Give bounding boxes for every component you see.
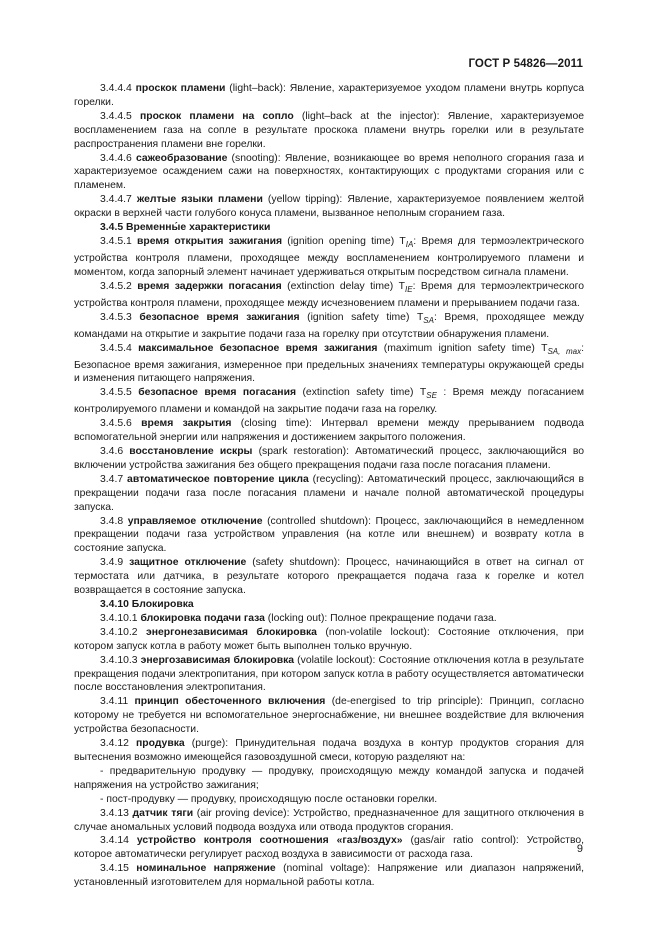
definition-text-continued: : Время для термоэлектрического устройства контроля пламени, проходящее между исчезновением пламени и прерыванием подачи газа. — [74, 280, 584, 309]
clause-number: 3.4.5.2 — [100, 280, 132, 292]
clause-number: 3.4.4.4 — [100, 83, 132, 94]
term: время задержки погасания — [137, 280, 282, 292]
term: безопасное время зажигания — [139, 311, 300, 323]
symbol-subscript: SE — [426, 391, 437, 401]
term: номинальное напряжение — [136, 863, 276, 875]
list-item — [74, 793, 584, 807]
definition-paragraph — [74, 445, 584, 473]
section-heading — [74, 598, 584, 612]
clause-number: 3.4.12 — [100, 738, 129, 750]
term: восстановление искры — [129, 446, 253, 458]
definition-text: (spark restoration): Автоматический процесс, заключающийся во включении устройства зажигания без общего прекращения подачи газа после погасания пламени. — [74, 446, 585, 471]
definition-text: (locking out): Полное прекращение подачи газа. — [264, 612, 497, 624]
clause-number: 3.4.4.5 — [100, 110, 132, 122]
term: управляемое отключение — [127, 515, 263, 527]
definition-paragraph — [74, 737, 584, 765]
definition-text-continued: : Безопасное время зажигания, измеренное при предельных значениях температуры окружающей среды и изменения питающего напряжения. — [74, 342, 584, 385]
definition-text-continued: : Время для термоэлектрического устройства контроля пламени, проходящее между воспламенением контролируемого пламени и моментом, когда запорный элемент начинает удерживаться открытым посредством сигнала пламени. — [74, 235, 585, 278]
clause-number: 3.4.10.3 — [100, 654, 138, 666]
definition-paragraph — [74, 612, 584, 626]
definition-text: (ignition safety time) T — [299, 311, 424, 323]
definition-text: (gas/air ratio control): Устройство, которое автоматически регулирует расход воздуха в зависимости от расхода газа. — [74, 835, 585, 861]
clause-number: 3.4.5.6 — [100, 418, 132, 430]
term: принцип обесточенного включения — [134, 696, 326, 708]
definition-text: (nominal voltage): Напряжение или диапазон напряжений, установленный изготовителем для нормальной работы котла. — [74, 863, 585, 889]
definition-text: (safety shutdown): Процесс, начинающийся в ответ на сигнал от термостата или датчика, в результате которого прекращается подача газа к горелке и котел возвращается в состояние запуска. — [74, 557, 584, 597]
term: время закрытия — [141, 418, 232, 430]
clause-number: 3.4.6 — [100, 446, 124, 458]
clause-number: 3.4.8 — [100, 515, 124, 527]
definition-paragraph — [74, 695, 584, 737]
symbol-subscript: SA, max — [547, 346, 582, 356]
term: желтые языки пламени — [136, 194, 263, 206]
section-number: 3.4.10 — [100, 599, 129, 611]
term: продувка — [135, 738, 185, 750]
definition-text-continued: : Время, проходящее между командами на открытие и закрытие подачи газа на горелку при отсутствии обнаружения пламени. — [74, 311, 584, 340]
definition-paragraph — [74, 152, 584, 194]
symbol-subscript: SA — [423, 315, 434, 325]
definition-paragraph — [74, 862, 584, 890]
list-item-text: - пост-продувку — продувку, происходящую после остановки горелки. — [100, 793, 438, 805]
definition-text: (light–back): Явление, характеризуемое уходом пламени внутрь корпуса горелки. — [74, 83, 584, 108]
clause-number: 3.4.5.1 — [100, 235, 132, 247]
clause-number: 3.4.13 — [100, 807, 129, 819]
section-heading — [74, 221, 584, 235]
clause-number: 3.4.9 — [100, 557, 124, 569]
term: безопасное время погасания — [138, 387, 297, 399]
page-number: 9 — [576, 843, 583, 855]
definition-paragraph — [74, 654, 584, 696]
section-title: Временны́е характеристики — [126, 222, 271, 234]
clause-number: 3.4.5.4 — [100, 342, 132, 354]
definition-paragraph — [74, 193, 584, 221]
symbol-subscript: IE — [405, 284, 413, 294]
list-item-text: - предварительную продувку — продувку, происходящую между командой запуска и подачей напряжения на устройство зажигания; — [74, 765, 584, 791]
definition-text: (air proving device): Устройство, предназначенное для защитного отключения в случае аномальных условий подвода воздуха или отвода продуктов сгорания. — [74, 807, 584, 833]
definition-text: (extinction delay time) T — [281, 280, 406, 292]
list-item — [74, 765, 584, 793]
definition-paragraph — [74, 342, 584, 387]
clause-number: 3.4.4.7 — [100, 194, 132, 206]
definition-paragraph — [74, 235, 584, 280]
term: время открытия зажигания — [137, 235, 283, 247]
definition-paragraph — [74, 807, 584, 835]
clause-number: 3.4.10.1 — [100, 612, 138, 624]
term: максимальное безопасное время зажигания — [138, 342, 378, 354]
term: блокировка подачи газа — [140, 612, 265, 624]
definition-paragraph — [74, 82, 584, 110]
clause-number: 3.4.15 — [100, 863, 129, 875]
definition-paragraph — [74, 515, 584, 557]
definition-paragraph — [74, 311, 584, 342]
term: энергонезависимая блокировка — [146, 626, 317, 638]
definition-text: (ignition opening time) T — [282, 235, 406, 247]
clause-number: 3.4.5.3 — [100, 311, 132, 323]
definition-text: (de-energised to trip principle): Принцип, согласно которому не требуется ни вспомогательное энергоснабжение, ни внешнее воздействие для включения устройства безопасности. — [74, 696, 584, 736]
term: энергозависимая блокировка — [140, 654, 295, 666]
definition-text: (non-volatile lockout): Состояние отключения, при котором запуск котла в работу может быть выполнен только вручную. — [74, 626, 584, 652]
term: проскок пламени на сопло — [139, 110, 294, 122]
clause-number: 3.4.10.2 — [100, 626, 138, 638]
definition-paragraph — [74, 110, 584, 152]
definition-paragraph — [74, 280, 584, 311]
definition-paragraph — [74, 473, 584, 515]
term: проскок пламени — [135, 83, 226, 94]
definition-paragraph — [74, 626, 584, 654]
definition-text: (volatile lockout): Состояние отключения котла в результате прекращения подачи электропитания, при котором запуск котла в работу осуществляется автоматически после восстановления электропитания. — [74, 654, 584, 694]
term: автоматическое повторение цикла — [127, 473, 309, 485]
definition-text: (purge): Принудительная подача воздуха в контур продуктов сгорания для вытеснения возможно имеющейся газовоздушной смеси, которую разделяют на: — [74, 738, 585, 763]
definition-text: (maximum ignition safety time) T — [377, 342, 548, 354]
document-body — [74, 82, 584, 890]
symbol-subscript: IA — [405, 240, 414, 250]
clause-number: 3.4.4.6 — [100, 152, 132, 164]
term: защитное отключение — [129, 557, 247, 569]
clause-number: 3.4.11 — [100, 696, 129, 708]
term: устройство контроля соотношения «газ/воздух» — [136, 835, 403, 847]
definition-text: (extinction safety time) T — [296, 387, 427, 399]
term: датчик тяги — [132, 807, 194, 819]
definition-paragraph — [74, 834, 584, 862]
definition-text-continued: : Время между погасанием контролируемого пламени и командой на закрытие подачи газа на горелку. — [74, 387, 584, 416]
definition-text: (snooting): Явление, возникающее во время неполного сгорания газа и характеризуемое осаждением сажи на поверхностях, контактирующих с продуктами сгорания или с пламенем. — [74, 152, 584, 192]
definition-text: (yellow tipping): Явление, характеризуемое появлением желтой окраски в верхней части голубого конуса пламени, вызванное неполным сгоранием газа. — [74, 194, 584, 220]
definition-paragraph — [74, 386, 584, 417]
definition-paragraph — [74, 556, 584, 598]
document-code: ГОСТ Р 54826—2011 — [468, 58, 583, 70]
clause-number: 3.4.5.5 — [100, 387, 132, 399]
clause-number: 3.4.7 — [100, 473, 124, 485]
term: сажеобразование — [135, 152, 228, 164]
clause-number: 3.4.14 — [100, 835, 129, 847]
definition-paragraph — [74, 417, 584, 445]
definition-text: (recycling): Автоматический процесс, заключающийся в прекращении подачи газа после погасания пламени и начале полной автоматической процедуры запуска. — [74, 473, 584, 513]
section-title: Блокировка — [131, 599, 194, 611]
definition-text: (controlled shutdown): Процесс, заключающийся в немедленном прекращении подачи газа устройством управления (на котле или внешнем) и возврату котла в состояние запуска. — [74, 515, 584, 555]
section-number: 3.4.5 — [100, 222, 124, 234]
definition-text: (light–back at the injector): Явление, характеризуемое воспламенением газа на сопле в результате проскока пламени внутрь горелки или в результате распространения пламени вне горелки. — [74, 110, 585, 150]
definition-text: (closing time): Интервал времени между прерыванием подвода вспомогательной энергии или напряжения и достижением закрытого положения. — [74, 418, 584, 444]
